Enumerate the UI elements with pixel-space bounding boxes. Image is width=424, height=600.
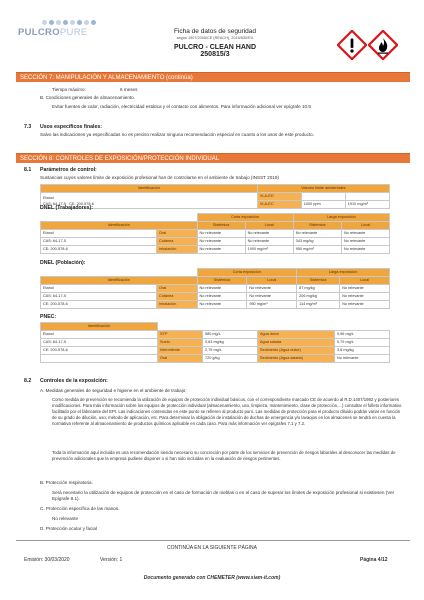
s81-number: 8.1 (24, 167, 32, 173)
page-number: Página 4/12 (360, 557, 388, 563)
limits-header-id: Identificación (41, 185, 258, 193)
pnec-cas: CAS: 64-17-5 (41, 339, 158, 347)
dnel-p-header-sys2: Sistémica (297, 277, 340, 285)
dnel-p-route: Oral (157, 285, 198, 293)
dnel-w-header-long: Larga exposición (293, 214, 389, 222)
dnel-p-header-long: Larga exposición (297, 269, 390, 277)
dnel-p-cell: No relevante (247, 293, 297, 301)
hands-text: No relevante (52, 516, 79, 521)
pnec-value: 580 mg/L (203, 331, 258, 339)
dnel-p-header-id: Identificación (41, 277, 198, 285)
dnel-p-header-sys1: Sistémica (197, 277, 247, 285)
dnel-p-cell: 87 mg/kg (297, 285, 340, 293)
dnel-p-cell: No relevante (197, 301, 247, 309)
pnec-title: PNEC: (40, 314, 57, 320)
s73-text: Salvo las indicaciones ya especificadas no es preciso realizar ninguna recomendación especial en cuanto a los usos de este producto. (40, 132, 315, 137)
footer-rule (16, 540, 410, 541)
dnel-p-cas: CAS: 64-17-5 (41, 293, 157, 301)
dnel-w-cell: 343 mg/kg (293, 238, 341, 246)
pnec-table (40, 322, 390, 363)
limits-vla-ec-ppm: 1000 ppm (301, 201, 345, 209)
pnec-key: Intermitente (158, 347, 203, 355)
dnel-p-cell: 114 mg/m³ (297, 301, 340, 309)
dnel-w-cell: No relevante (197, 230, 245, 238)
pnec-key: Sedimento (Agua dulce) (258, 347, 335, 355)
dnel-p-cell: 950 mg/m³ (247, 301, 297, 309)
exclamation-mark-icon (337, 30, 367, 60)
pnec-key: Agua dulce (258, 331, 335, 339)
logo-brand-a: PULCRO (18, 27, 60, 38)
flame-icon (368, 30, 398, 60)
pnec-value: 3,6 mg/kg (335, 347, 390, 355)
pnec-value: 0,79 mg/L (335, 339, 390, 347)
dnel-w-cell: 1900 mg/m³ (245, 246, 293, 254)
storage-conditions-text: Evitar fuentes de calor, radiación, electricidad estática y el contacto con alimentos. Para información adicional ver epígrafe 10.5 (52, 104, 311, 109)
dnel-w-ce: CE: 200-578-6 (41, 246, 157, 254)
doc-title: Ficha de datos de seguridad (173, 28, 257, 35)
limits-header-values: Valores límite ambientales (257, 185, 389, 193)
dnel-w-header-id: Identificación (41, 222, 198, 230)
dnel-p-header-loc2: Local (340, 277, 390, 285)
pnec-value: 720 g/kg (203, 355, 258, 363)
pnec-key: STP (158, 331, 203, 339)
document-header (130, 28, 300, 58)
dnel-w-cell: No relevante (245, 230, 293, 238)
s81-title: Parámetros de control: (40, 167, 97, 173)
issue-date: Emisión: 30/03/2020 (24, 557, 70, 563)
s73-number: 7.3 (24, 124, 32, 130)
generated-by: Documento generado con CHEMETER (www.siam-it.com) (143, 575, 281, 581)
dnel-w-cell: No relevante (341, 238, 389, 246)
dnel-w-header-loc2: Local (341, 222, 389, 230)
version: Versión: 1 (100, 557, 123, 563)
dnel-w-cas: CAS: 64-17-5 (41, 238, 157, 246)
limits-vla-ed-mg (345, 193, 389, 201)
dnel-w-cell: No relevante (341, 246, 389, 254)
dnel-population-title: DNEL (Población): (40, 260, 86, 266)
section-8-bar: SECCIÓN 8: CONTROLES DE EXPOSICIÓN/PROTECCIÓN INDIVIDUAL (16, 153, 410, 163)
pnec-substance-name: Etanol (41, 331, 158, 339)
s82-number: 8.2 (24, 378, 32, 384)
pnec-key: Sedimento (Agua salada) (258, 355, 335, 363)
product-code: 250815/3 (200, 51, 230, 58)
dnel-w-substance-name: Etanol (41, 230, 157, 238)
table-row (41, 301, 390, 309)
dnel-population-table (40, 268, 390, 309)
limits-substance-name: Etanol (43, 195, 54, 200)
s82-title: Controles de la exposición: (40, 378, 108, 384)
section-7-bar: SECCIÓN 7: MANIPULACIÓN Y ALMACENAMIENTO (continúa) (16, 72, 410, 82)
dnel-p-route: Inhalación (157, 301, 198, 309)
table-row (41, 331, 390, 339)
company-logo (18, 20, 108, 38)
dnel-p-cell: No relevante (197, 293, 247, 301)
respiratory-label: B. Protección respiratoria. (40, 480, 93, 485)
dnel-p-cell: No relevante (340, 285, 390, 293)
dnel-p-cell: No relevante (340, 301, 390, 309)
dnel-w-header-sys1: Sistémica (197, 222, 245, 230)
dnel-p-header-short: Corta exposición (197, 269, 297, 277)
limits-cas: CAS: 64-17-5 (43, 201, 67, 206)
storage-conditions-label: B. Condiciones generales de almacenamiento. (40, 95, 135, 100)
dnel-w-header-sys2: Sistémica (293, 222, 341, 230)
hands-label: C. Protección específica de las manos. (40, 506, 120, 511)
pnec-key: Suelo (158, 339, 203, 347)
dnel-w-cell: No relevante (293, 230, 341, 238)
table-row (41, 230, 390, 238)
table-row (41, 293, 390, 301)
dnel-w-cell: No relevante (197, 246, 245, 254)
dnel-w-route: Oral (157, 230, 198, 238)
general-measures-text-2: Toda la información aquí incluida es una recomendación siendo necesario su concreción por parte de los servicios de prevención de riesgos laborales al desconocer las medidas de prevención adicionales que la empresa pudiese disponer o si han sido incluidas en la evaluación de riesgos pertinentes. (52, 450, 396, 461)
product-name: PULCRO - CLEAN HAND (173, 44, 257, 51)
pnec-header-id: Identificación (41, 323, 158, 331)
dnel-w-cell: No relevante (245, 238, 293, 246)
limits-vla-ec-mg: 1910 mg/m³ (345, 201, 389, 209)
dnel-w-cell: 950 mg/m³ (293, 246, 341, 254)
max-time-label: Tiempo máximo: (52, 87, 86, 92)
dnel-w-cell: No relevante (197, 238, 245, 246)
logo-dots (42, 20, 108, 25)
s73-title: Usos específicos finales: (40, 124, 102, 130)
table-row (41, 347, 390, 355)
general-measures-label: A. Medidas generales de seguridad e higiene en el ambiente de trabajo: (40, 388, 187, 393)
table-row (41, 246, 390, 254)
continue-notice: CONTINÚA EN LA SIGUIENTE PÁGINA (166, 545, 258, 551)
dnel-w-route: Cutánea (157, 238, 198, 246)
dnel-w-cell: No relevante (341, 230, 389, 238)
general-measures-text: Como medida de prevención se recomienda la utilización de equipos de protección individual básicos, con el correspondiente marcado CE de acuerdo al R.D.1407/1992 y posteriores modificaciones. Para más información sobre los equipos de protección individual (almacenamiento, uso, limpieza, mantenimiento, clase de protección,...) consultar el folleto informativo facilitado por el fabricante del EPI. Las indicaciones contenidas en este punto se refieren al producto puro. Las medidas de protección para el producto diluido podrán variar en función de su grado de dilución, uso, método de aplicación, etc. Para determinar la obligación de instalación de duchas de emergencia y/o lavaojos en los almacenes se tendrá en cuenta la normativa referente al almacenamiento de productos químicos aplicable en cada caso. Para más información ver epígrafes 7.1 y 7.2. (52, 397, 402, 426)
pnec-value: 0,96 mg/L (335, 331, 390, 339)
dnel-w-header-loc1: Local (245, 222, 293, 230)
pnec-key: Agua salada (258, 339, 335, 347)
logo-wordmark (18, 27, 108, 38)
dnel-p-cell: No relevante (340, 293, 390, 301)
dnel-p-cell: No relevante (197, 285, 247, 293)
pnec-value: 2,75 mg/L (203, 347, 258, 355)
dnel-p-cell: No relevante (247, 285, 297, 293)
max-time-value: 6 meses (120, 87, 138, 92)
table-row (41, 339, 390, 347)
dnel-p-header-loc1: Local (247, 277, 297, 285)
dnel-w-route: Inhalación (157, 246, 198, 254)
dnel-workers-title: DNEL (Trabajadores): (40, 205, 93, 211)
s81-text: Sustancias cuyos valores límite de exposición profesional han de controlarse en el ambiente de trabajo (INSST 2019) (40, 175, 279, 180)
respiratory-text: Será necesario la utilización de equipos de protección en el caso de formación de nieblas o en el caso de superar los límites de exposición profesional si existiesen (Ver Epígrafe 8.1). (52, 490, 395, 502)
logo-brand-b: PURE (59, 27, 88, 38)
dnel-p-substance-name: Etanol (41, 285, 157, 293)
table-row (41, 285, 390, 293)
dnel-p-route: Cutánea (157, 293, 198, 301)
pnec-key: Oral (158, 355, 203, 363)
eye-face-label: D. Protección ocular y facial (40, 526, 97, 531)
pnec-value: No relevante (335, 355, 390, 363)
table-row (41, 238, 390, 246)
limits-ce: CE: 200-578-6 (69, 201, 94, 206)
limits-vla-ed-ppm (301, 193, 345, 201)
regulation: según 1907/2006/CE (REACH), 2015/830/EU (176, 36, 254, 40)
dnel-w-header-short: Corta exposición (197, 214, 293, 222)
pnec-value: 0,63 mg/kg (203, 339, 258, 347)
dnel-p-ce: CE: 200-578-6 (41, 301, 157, 309)
limits-vla-ed-label: VLA-ED (257, 193, 301, 201)
pnec-ce: CE: 200-578-6 (41, 347, 158, 355)
limits-vla-ec-label: VLA-EC (257, 201, 301, 209)
table-row (41, 355, 390, 363)
dnel-workers-table (40, 213, 390, 254)
dnel-p-cell: 206 mg/kg (297, 293, 340, 301)
